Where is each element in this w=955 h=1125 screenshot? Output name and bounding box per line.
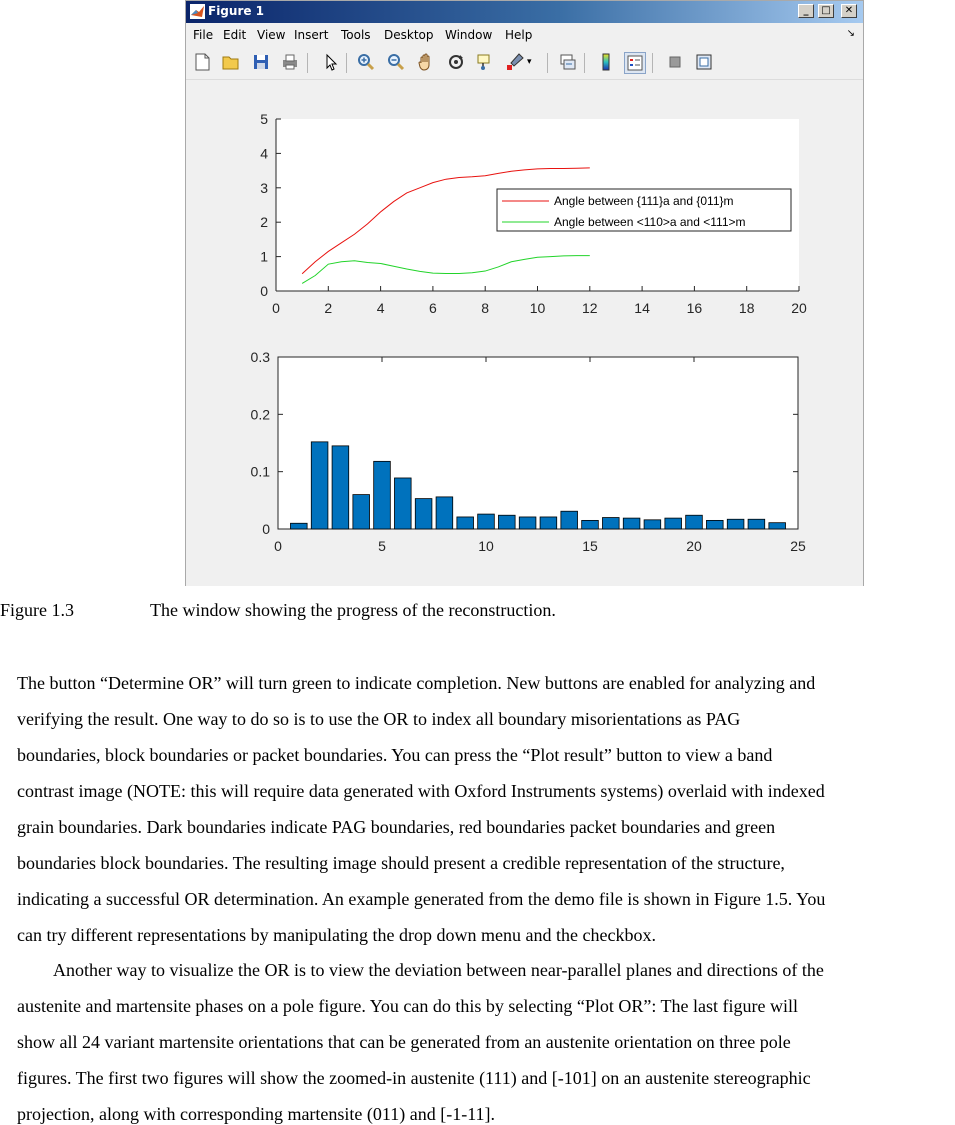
x-tick-label: 0 bbox=[272, 300, 280, 316]
charts-canvas bbox=[186, 80, 863, 586]
bar bbox=[706, 520, 723, 529]
figure-caption-text: The window showing the progress of the reconstruction. bbox=[150, 600, 556, 620]
link-plot-icon[interactable] bbox=[558, 52, 578, 72]
y-tick-label: 0.2 bbox=[250, 406, 270, 423]
matlab-logo-icon bbox=[190, 4, 205, 19]
body-line: grain boundaries. Dark boundaries indicate PAG boundaries, red boundaries packet boundaries and green bbox=[17, 817, 776, 837]
body-line: show all 24 variant martensite orientations that can be generated from an austenite orientation on three pole bbox=[17, 1032, 791, 1052]
menu-file[interactable]: File bbox=[193, 28, 214, 42]
body-line: indicating a successful OR determination. An example generated from the demo file is shown in Figure 1.5. You bbox=[17, 889, 826, 909]
x-tick-label: 2 bbox=[324, 300, 333, 316]
maximize-button[interactable]: □ bbox=[818, 4, 834, 18]
print-icon[interactable] bbox=[280, 52, 300, 72]
y-tick-label: 0 bbox=[262, 521, 270, 537]
bar bbox=[686, 515, 703, 529]
menu-help[interactable]: Help bbox=[505, 28, 533, 42]
bar bbox=[582, 520, 599, 529]
y-tick-label: 4 bbox=[260, 145, 268, 162]
bar bbox=[748, 519, 765, 529]
toolbar-separator bbox=[652, 53, 653, 73]
x-tick-label: 20 bbox=[791, 300, 807, 316]
x-tick-label: 20 bbox=[686, 538, 702, 554]
x-tick-label: 25 bbox=[790, 538, 806, 554]
bar bbox=[602, 518, 619, 529]
x-tick-label: 16 bbox=[686, 300, 703, 316]
toolbar-separator bbox=[547, 53, 548, 73]
body-line: projection, along with corresponding martensite (011) and [-1-11]. bbox=[17, 1104, 496, 1124]
toolbar-separator bbox=[346, 53, 347, 73]
bar bbox=[332, 446, 349, 529]
menu-desktop[interactable]: Desktop bbox=[384, 28, 434, 42]
y-tick-label: 0.3 bbox=[250, 349, 270, 365]
rotate-3d-icon[interactable] bbox=[446, 52, 466, 72]
open-file-icon[interactable] bbox=[221, 52, 241, 72]
x-tick-label: 10 bbox=[529, 300, 546, 316]
bar bbox=[290, 523, 307, 529]
bar bbox=[665, 518, 682, 529]
new-figure-icon[interactable] bbox=[192, 52, 212, 72]
bar bbox=[540, 517, 557, 529]
toolbar-separator bbox=[307, 53, 308, 73]
menu-window[interactable]: Window bbox=[445, 28, 493, 42]
menu-bar bbox=[186, 23, 863, 47]
show-plot-tools-icon[interactable] bbox=[694, 52, 714, 72]
menu-tools[interactable]: Tools bbox=[341, 28, 371, 42]
x-tick-label: 0 bbox=[274, 538, 282, 554]
body-line: can try different representations by manipulating the drop down menu and the checkbox. bbox=[17, 925, 656, 945]
bar bbox=[478, 514, 495, 529]
menu-insert[interactable]: Insert bbox=[294, 28, 329, 42]
bar bbox=[644, 520, 661, 529]
menu-view[interactable]: View bbox=[257, 28, 286, 42]
bar bbox=[394, 478, 411, 529]
y-tick-label: 1 bbox=[260, 248, 268, 265]
window-title: Figure 1 bbox=[208, 4, 265, 18]
bar bbox=[769, 523, 786, 529]
pan-hand-icon[interactable] bbox=[416, 52, 436, 72]
title-bar[interactable] bbox=[186, 1, 863, 23]
x-tick-label: 15 bbox=[582, 538, 598, 554]
x-tick-label: 8 bbox=[481, 300, 490, 316]
legend-icon[interactable] bbox=[624, 52, 646, 74]
x-tick-label: 10 bbox=[478, 538, 494, 554]
save-icon[interactable] bbox=[251, 52, 271, 72]
close-button[interactable]: ✕ bbox=[841, 4, 857, 18]
bar bbox=[727, 519, 744, 529]
bar bbox=[415, 499, 432, 529]
body-line: figures. The first two figures will show the zoomed-in austenite (111) and [-101] on an austenite stereographic bbox=[17, 1068, 811, 1088]
legend-label: Angle between <110>a and <111>m bbox=[554, 215, 746, 229]
y-tick-label: 0.1 bbox=[250, 463, 270, 480]
bar bbox=[436, 497, 453, 529]
zoom-out-icon[interactable] bbox=[386, 52, 406, 72]
bar bbox=[311, 442, 328, 529]
y-tick-label: 3 bbox=[260, 179, 268, 196]
edit-plot-arrow-icon[interactable] bbox=[321, 52, 341, 72]
bar bbox=[457, 517, 474, 529]
brush-dropdown-arrow-icon[interactable]: ▾ bbox=[527, 57, 532, 67]
zoom-in-icon[interactable] bbox=[356, 52, 376, 72]
y-tick-label: 5 bbox=[260, 111, 268, 127]
figure-caption-label: Figure 1.3 bbox=[0, 600, 74, 620]
colorbar-icon[interactable] bbox=[596, 52, 616, 72]
plot-area bbox=[186, 80, 863, 586]
body-line: boundaries, block boundaries or packet boundaries. You can press the “Plot result” button to view a band bbox=[17, 745, 773, 765]
data-cursor-icon[interactable] bbox=[475, 52, 495, 72]
x-tick-label: 6 bbox=[429, 300, 437, 316]
bar-chart bbox=[251, 349, 806, 554]
body-line: austenite and martensite phases on a pole figure. You can do this by selecting “Plot OR”: The last figure will bbox=[17, 996, 799, 1016]
legend-label: Angle between {111}a and {011}m bbox=[554, 194, 734, 208]
bar bbox=[561, 511, 578, 529]
bar bbox=[623, 518, 640, 529]
bar bbox=[374, 461, 391, 529]
body-line: contrast image (NOTE: this will require data generated with Oxford Instruments systems) overlaid with indexed bbox=[17, 781, 825, 801]
bar bbox=[519, 517, 536, 529]
x-tick-label: 4 bbox=[376, 300, 385, 316]
x-tick-label: 14 bbox=[634, 300, 650, 316]
line-chart bbox=[260, 111, 807, 316]
body-line: verifying the result. One way to do so is to use the OR to index all boundary misorientations as PAG bbox=[17, 709, 741, 729]
body-line: The button “Determine OR” will turn green to indicate completion. New buttons are enabled for analyzing and bbox=[17, 673, 816, 693]
menu-edit[interactable]: Edit bbox=[223, 28, 247, 42]
bar bbox=[353, 495, 370, 529]
toolbar bbox=[186, 47, 863, 80]
x-tick-label: 5 bbox=[378, 538, 386, 554]
minimize-button[interactable]: _ bbox=[798, 4, 814, 18]
body-line: Another way to visualize the OR is to view the deviation between near-parallel planes and directions of the bbox=[53, 960, 824, 980]
toolbar-separator bbox=[584, 53, 585, 73]
x-tick-label: 12 bbox=[582, 300, 598, 316]
brush-icon[interactable] bbox=[505, 52, 525, 72]
matlab-figure-window bbox=[185, 0, 864, 586]
y-tick-label: 2 bbox=[260, 214, 268, 231]
x-tick-label: 18 bbox=[738, 300, 755, 316]
body-line: boundaries block boundaries. The resulting image should present a credible representation of the structure, bbox=[17, 853, 785, 873]
bar bbox=[498, 515, 515, 529]
dock-arrow-icon[interactable]: ↘ bbox=[846, 28, 855, 39]
y-tick-label: 0 bbox=[260, 283, 268, 299]
hide-plot-tools-icon[interactable] bbox=[665, 52, 685, 72]
